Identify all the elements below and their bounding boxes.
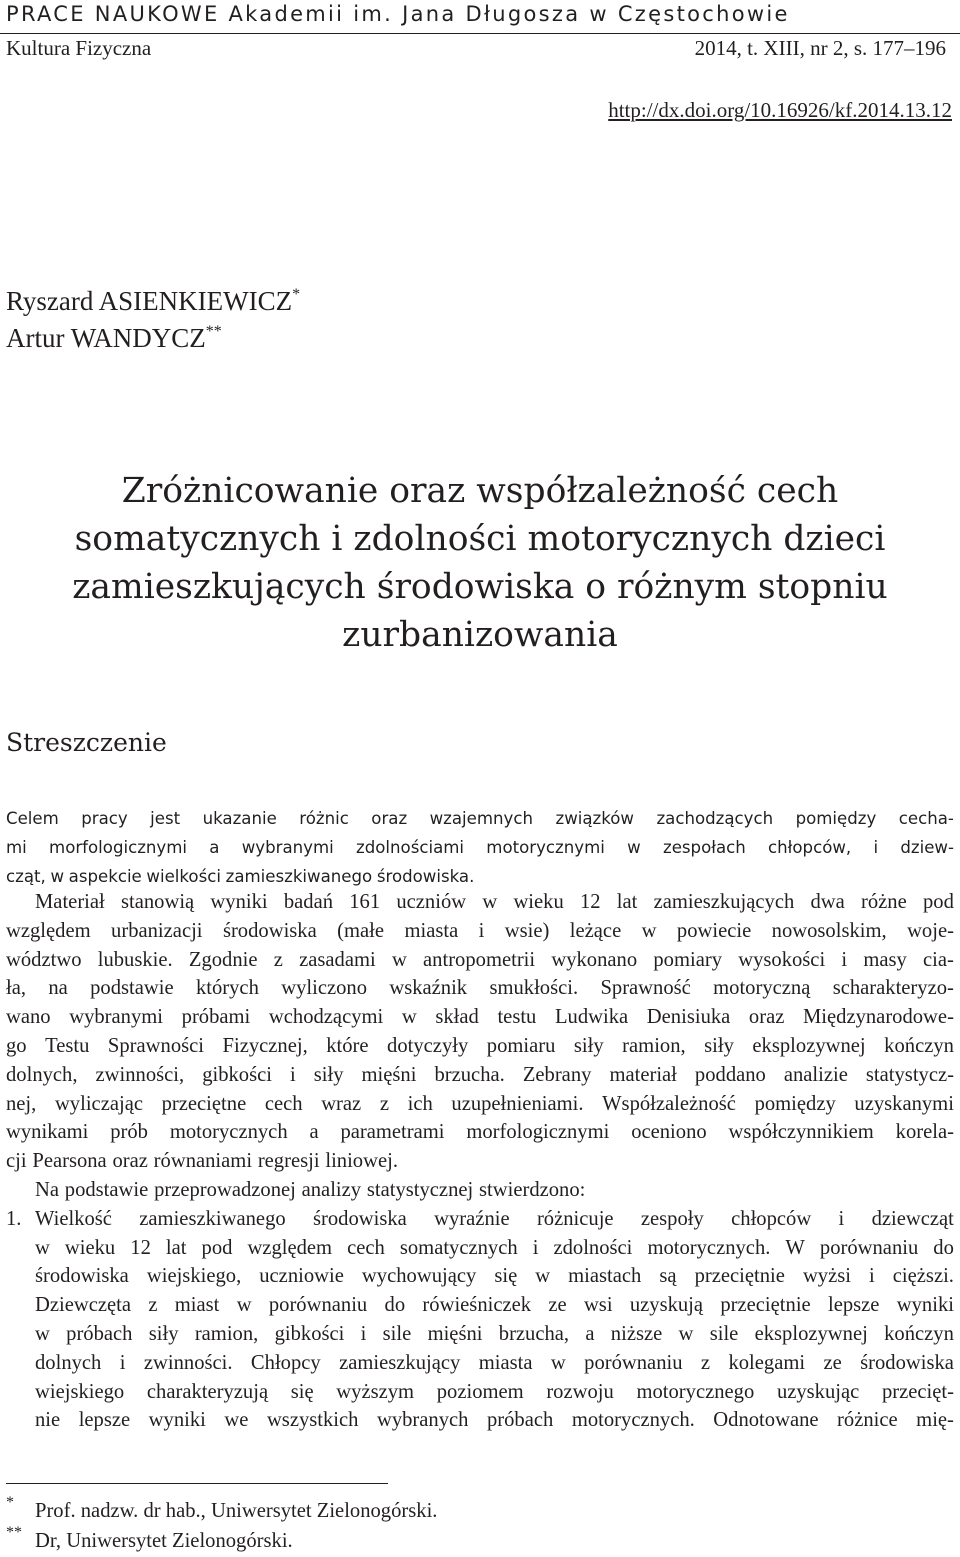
word: porównaniu: [819, 1236, 919, 1259]
word: w: [236, 1294, 252, 1317]
word: mięśni: [361, 1063, 417, 1086]
word: regresji: [257, 1150, 320, 1173]
paper-title: [0, 467, 960, 659]
word: wybranymi: [69, 1006, 164, 1029]
word: które: [326, 1034, 369, 1057]
footnote-2: [6, 1526, 437, 1556]
author-1-affiliation-mark: *: [292, 286, 301, 303]
word: stwierdzono:: [479, 1178, 586, 1201]
text-line: [6, 1118, 954, 1147]
word: oraz: [112, 1150, 148, 1173]
abstract-body: [6, 888, 954, 1435]
word: rówieśniczek: [422, 1294, 532, 1317]
word: środowiska: [35, 1265, 129, 1288]
text-line: [35, 1205, 954, 1234]
word: korela-: [895, 1121, 954, 1144]
abstract-intro: [6, 804, 954, 891]
word: wchodzącymi: [268, 1006, 384, 1029]
word: wynikami: [6, 1121, 89, 1144]
word: ukazanie: [202, 809, 277, 828]
word: z: [148, 1294, 158, 1317]
word: środowiska: [222, 919, 317, 942]
word: wieku: [64, 1236, 116, 1259]
text-line: [6, 833, 954, 862]
word: Współzależność: [602, 1092, 736, 1115]
word: i: [873, 838, 879, 857]
word: ła,: [6, 977, 27, 1000]
word: wielkości: [146, 867, 221, 886]
word: dziew-: [900, 838, 954, 857]
word: Sprawność: [600, 977, 691, 1000]
word: zamieszkujących: [653, 891, 795, 913]
word: sile: [709, 1322, 739, 1345]
word: pomiędzy: [754, 1092, 836, 1115]
word: zwinności.: [143, 1351, 233, 1374]
journal-title: PRACE NAUKOWE Akademii im. Jana Długosza w Częstochowie: [6, 2, 790, 26]
word: wiejskiego: [35, 1380, 125, 1403]
word: różnicuje: [536, 1207, 614, 1230]
word: 161: [349, 891, 381, 913]
text-line: [35, 1349, 954, 1378]
footnote-1: [6, 1496, 437, 1526]
word: go: [6, 1034, 27, 1057]
title-line: somatycznych i zdolności motorycznych dzieci: [74, 519, 886, 559]
word: w: [35, 1322, 50, 1345]
text-line: [6, 946, 954, 975]
word: siły: [704, 1034, 734, 1057]
word: Zgodnie: [188, 948, 258, 971]
text-line: [6, 1147, 954, 1176]
word: których: [195, 977, 259, 1000]
word: i: [360, 1322, 367, 1345]
word: wysokości: [738, 948, 826, 971]
word: miastach: [568, 1265, 642, 1288]
word: (małe: [337, 919, 385, 942]
word: przecięt-: [881, 1380, 954, 1403]
word: uzyskują: [629, 1294, 704, 1317]
text-line: [6, 1003, 954, 1032]
word: dziewcząt: [871, 1207, 954, 1230]
word: różne: [861, 891, 907, 913]
author-2: Artur WANDYCZ**: [6, 323, 222, 353]
word: w: [550, 1351, 566, 1374]
word: motorycznymi: [486, 838, 605, 857]
word: pomiaru: [486, 1034, 556, 1057]
word: mięśni: [427, 1322, 483, 1345]
word: pomiary: [653, 948, 722, 971]
word: zwinności,: [95, 1063, 185, 1086]
word: równaniami: [153, 1150, 253, 1173]
word: Dziewczęta: [35, 1294, 132, 1317]
word: dolnych,: [6, 1063, 78, 1086]
word: z: [273, 948, 283, 971]
word: wzajemnych: [429, 809, 534, 828]
word: się: [290, 1380, 314, 1403]
word: wskaźnik: [389, 977, 468, 1000]
word: wieku: [513, 891, 564, 913]
footnotes: [6, 1496, 437, 1556]
word: Ludwika: [554, 1006, 629, 1029]
text-line: [6, 1061, 954, 1090]
word: Sprawności: [107, 1034, 205, 1057]
word: zachodzących: [656, 809, 774, 828]
word: i: [838, 1207, 845, 1230]
word: analizie: [783, 1063, 848, 1086]
text-line: [35, 1406, 954, 1435]
word: Wielkość: [35, 1207, 112, 1230]
word: siły: [148, 1322, 179, 1345]
word: wraz: [321, 1092, 362, 1115]
word: ramion,: [194, 1322, 259, 1345]
word: porównaniu: [584, 1351, 683, 1374]
word: wybranych: [376, 1409, 469, 1432]
word: sile: [382, 1322, 412, 1345]
word: cech: [264, 1092, 303, 1115]
word: różnice: [837, 1409, 898, 1432]
text-line: [35, 1378, 954, 1407]
word: Pearsona: [32, 1150, 107, 1173]
word: środowiska.: [376, 867, 475, 886]
word: miasta: [478, 1351, 533, 1374]
word: zamieszkiwanego: [225, 867, 373, 886]
word: prób: [110, 1121, 148, 1144]
author-list: [6, 283, 300, 357]
word: pomiędzy: [795, 809, 877, 828]
word: motorycznych: [169, 1121, 288, 1144]
word: ze: [548, 1294, 567, 1317]
word: uzyskując: [776, 1380, 860, 1403]
word: niższe: [610, 1322, 663, 1345]
word: i: [841, 948, 848, 971]
word: i: [869, 1265, 875, 1288]
word: stanowią: [120, 891, 195, 913]
word: siły: [313, 1063, 344, 1086]
author-2-affiliation-mark: **: [205, 323, 222, 340]
word: się: [494, 1265, 518, 1288]
word: środowiska: [313, 1207, 407, 1230]
word: zespoły: [640, 1207, 704, 1230]
word: wiejskiego,: [146, 1265, 242, 1288]
word: w: [391, 948, 407, 971]
footnote-text: Dr, Uniwersytet Zielonogórski.: [35, 1530, 293, 1552]
word: z: [700, 1351, 711, 1374]
word: lat: [616, 891, 638, 913]
word: i: [478, 919, 485, 942]
word: w: [50, 867, 65, 886]
word: dotyczyły: [387, 1034, 469, 1057]
word: chłopców,: [768, 838, 852, 857]
word: w: [678, 1322, 694, 1345]
word: motorycznego: [636, 1380, 755, 1403]
word: zespołach: [662, 838, 746, 857]
word: nej,: [6, 1092, 37, 1115]
title-line: zurbanizowania: [342, 615, 618, 655]
word: brzucha.: [434, 1063, 505, 1086]
word: statystycznej: [366, 1178, 474, 1201]
word: dwa: [810, 891, 845, 913]
word: Chłopcy: [250, 1351, 321, 1374]
word: i: [119, 1351, 126, 1374]
word: somatycznych: [399, 1236, 518, 1259]
word: aspekcie: [68, 867, 142, 886]
word: 12: [130, 1236, 151, 1259]
word: statystycz-: [865, 1063, 954, 1086]
word: podstawie: [64, 1178, 149, 1201]
word: próbach: [486, 1409, 554, 1432]
word: liniowej.: [325, 1150, 398, 1173]
word: dolnych: [35, 1351, 102, 1374]
text-line: [6, 1090, 954, 1119]
word: przeciętnie: [720, 1294, 811, 1317]
title-line: Zróżnicowanie oraz współzależność cech: [121, 471, 839, 511]
word: W: [785, 1236, 805, 1259]
footnote-mark: **: [6, 1524, 22, 1541]
word: Międzynarodowe-: [802, 1006, 954, 1029]
word: urbanizacji: [111, 919, 203, 942]
word: analizy: [301, 1178, 362, 1201]
word: nie: [35, 1409, 61, 1432]
word: eksplozywnej: [754, 1322, 868, 1345]
conclusion-intro: [6, 1176, 954, 1205]
word: poddano: [694, 1063, 766, 1086]
word: mię-: [916, 1409, 954, 1432]
word: antropometrii: [423, 948, 536, 971]
journal-series: Kultura Fizyczna: [6, 36, 152, 60]
word: jest: [150, 809, 181, 828]
word: nowosolskim,: [771, 919, 887, 942]
word: chłopców: [731, 1207, 812, 1230]
word: morfologicznymi: [49, 838, 188, 857]
word: charakteryzują: [146, 1380, 269, 1403]
volume-info: 2014, t. XIII, nr 2, s. 177–196: [694, 36, 946, 60]
word: i: [532, 1236, 539, 1259]
word: badań: [283, 891, 334, 913]
word: zasadami: [299, 948, 376, 971]
word: Na: [35, 1178, 60, 1201]
word: cji: [6, 1150, 27, 1173]
word: poziomem: [436, 1380, 524, 1403]
word: a: [585, 1322, 595, 1345]
word: motorycznych.: [647, 1236, 771, 1259]
text-line: [6, 804, 954, 833]
word: wano: [6, 1006, 51, 1029]
word: parametrami: [340, 1121, 445, 1144]
word: w: [401, 1006, 417, 1029]
word: oraz: [748, 1006, 785, 1029]
text-line: [35, 1262, 954, 1291]
word: ramion,: [622, 1034, 686, 1057]
word: związków: [555, 809, 634, 828]
word: kończyn: [884, 1034, 954, 1057]
word: przeciętne: [161, 1092, 247, 1115]
word: gibkości: [274, 1322, 345, 1345]
word: smukłości.: [489, 977, 579, 1000]
word: próbami: [181, 1006, 251, 1029]
word: Celem: [6, 809, 59, 828]
word: pracy: [81, 809, 128, 828]
text-line: [35, 1291, 954, 1320]
word: wybranymi: [241, 838, 334, 857]
word: lepsze: [827, 1294, 880, 1317]
word: zamieszkiwanego: [139, 1207, 286, 1230]
word: materiał: [609, 1063, 677, 1086]
word: względem: [6, 919, 91, 942]
word: kończyn: [884, 1322, 954, 1345]
word: w: [535, 1265, 551, 1288]
word: do: [384, 1294, 406, 1317]
word: uczniowie: [259, 1265, 344, 1288]
word: wyraźnie: [434, 1207, 510, 1230]
word: cząt,: [6, 867, 46, 886]
word: brzucha,: [498, 1322, 570, 1345]
doi-link[interactable]: http://dx.doi.org/10.16926/kf.2014.13.12: [608, 98, 952, 122]
word: zdolnościami: [356, 838, 465, 857]
word: cięższi.: [892, 1265, 954, 1288]
word: kolegami: [728, 1351, 806, 1374]
word: rozwoju: [546, 1380, 614, 1403]
word: w: [482, 891, 498, 913]
word: uzupełnieniami.: [451, 1092, 584, 1115]
header-rule: [0, 33, 960, 34]
word: powiecie: [676, 919, 752, 942]
word: siły: [573, 1034, 604, 1057]
word: wykonano: [551, 948, 638, 971]
word: przeciętnie: [694, 1265, 785, 1288]
word: porównaniu: [268, 1294, 368, 1317]
list-number: 1.: [6, 1207, 22, 1230]
word: wsie): [504, 919, 550, 942]
word: scharakteryzo-: [832, 977, 954, 1000]
word: wództwo: [6, 948, 82, 971]
text-line: [6, 917, 954, 946]
word: z: [379, 1092, 389, 1115]
text-line: [35, 1234, 954, 1263]
word: Zebrany: [522, 1063, 592, 1086]
word: i: [290, 1063, 296, 1086]
word: uzyskanymi: [854, 1092, 954, 1115]
word: wyżsi: [802, 1265, 851, 1288]
word: zamieszkujący: [339, 1351, 461, 1374]
word: do: [933, 1236, 954, 1259]
word: motoryczną: [713, 977, 811, 1000]
word: lat: [165, 1236, 187, 1259]
word: testu: [497, 1006, 537, 1029]
word: współczynnikiem: [728, 1121, 874, 1144]
word: Materiał: [35, 891, 105, 913]
word: próbach: [66, 1322, 133, 1345]
word: w: [35, 1236, 50, 1259]
text-line: [6, 1032, 954, 1061]
word: ze: [823, 1351, 842, 1374]
word: miast: [174, 1294, 220, 1317]
word: cech: [347, 1236, 385, 1259]
word: podstawie: [90, 977, 174, 1000]
word: wyliczając: [54, 1092, 143, 1115]
word: leżące: [569, 919, 622, 942]
word: a: [209, 838, 220, 857]
word: we: [224, 1409, 249, 1432]
word: wyliczono: [281, 977, 367, 1000]
word: w: [641, 919, 657, 942]
word: Fizycznej,: [222, 1034, 308, 1057]
word: 12: [579, 891, 601, 913]
word: środowiska: [860, 1351, 954, 1374]
word: pod: [201, 1236, 233, 1259]
word: ich: [407, 1092, 433, 1115]
word: Denisiuka: [646, 1006, 731, 1029]
author-1: Ryszard ASIENKIEWICZ*: [6, 286, 301, 316]
word: a: [309, 1121, 319, 1144]
text-line: [6, 862, 954, 891]
word: są: [659, 1265, 677, 1288]
word: motorycznych.: [571, 1409, 695, 1432]
footnote-rule: [6, 1483, 388, 1484]
word: pod: [922, 891, 954, 913]
word: morfologicznymi: [466, 1121, 610, 1144]
word: wyższym: [336, 1380, 415, 1403]
word: miasta: [404, 919, 459, 942]
word: masy: [863, 948, 907, 971]
word: cia-: [923, 948, 954, 971]
word: gibkości: [202, 1063, 272, 1086]
word: Testu: [45, 1034, 90, 1057]
word: oceniono: [631, 1121, 707, 1144]
word: mi: [6, 838, 27, 857]
word: Odnotowane: [713, 1409, 819, 1432]
word: wszystkich: [266, 1409, 359, 1432]
text-line: [6, 974, 954, 1003]
word: skład: [435, 1006, 479, 1029]
word: lepsze: [78, 1409, 131, 1432]
word: wyniki: [210, 891, 268, 913]
word: wyniki: [148, 1409, 206, 1432]
word: względem: [247, 1236, 333, 1259]
word: przeprowadzonej: [154, 1178, 296, 1201]
word: uczniów: [396, 891, 467, 913]
word: różnic: [299, 809, 349, 828]
text-line: [35, 1320, 954, 1349]
word: zdolności: [553, 1236, 633, 1259]
word: wsi: [583, 1294, 613, 1317]
word: wyniki: [896, 1294, 954, 1317]
word: w: [627, 838, 641, 857]
word: oraz: [371, 809, 408, 828]
word: woje-: [907, 919, 954, 942]
text-line: [6, 888, 954, 917]
footnote-mark: *: [6, 1494, 14, 1511]
title-line: zamieszkujących środowiska o różnym stopniu: [72, 567, 888, 607]
word: eksplozywnej: [752, 1034, 866, 1057]
word: cecha-: [898, 809, 954, 828]
word: wychowujący: [361, 1265, 477, 1288]
abstract-heading: Streszczenie: [6, 728, 167, 757]
conclusion-list-item: [6, 1205, 954, 1435]
word: na: [48, 977, 68, 1000]
footnote-text: Prof. nadzw. dr hab., Uniwersytet Zielonogórski.: [35, 1500, 438, 1522]
word: lubuskie.: [97, 948, 173, 971]
